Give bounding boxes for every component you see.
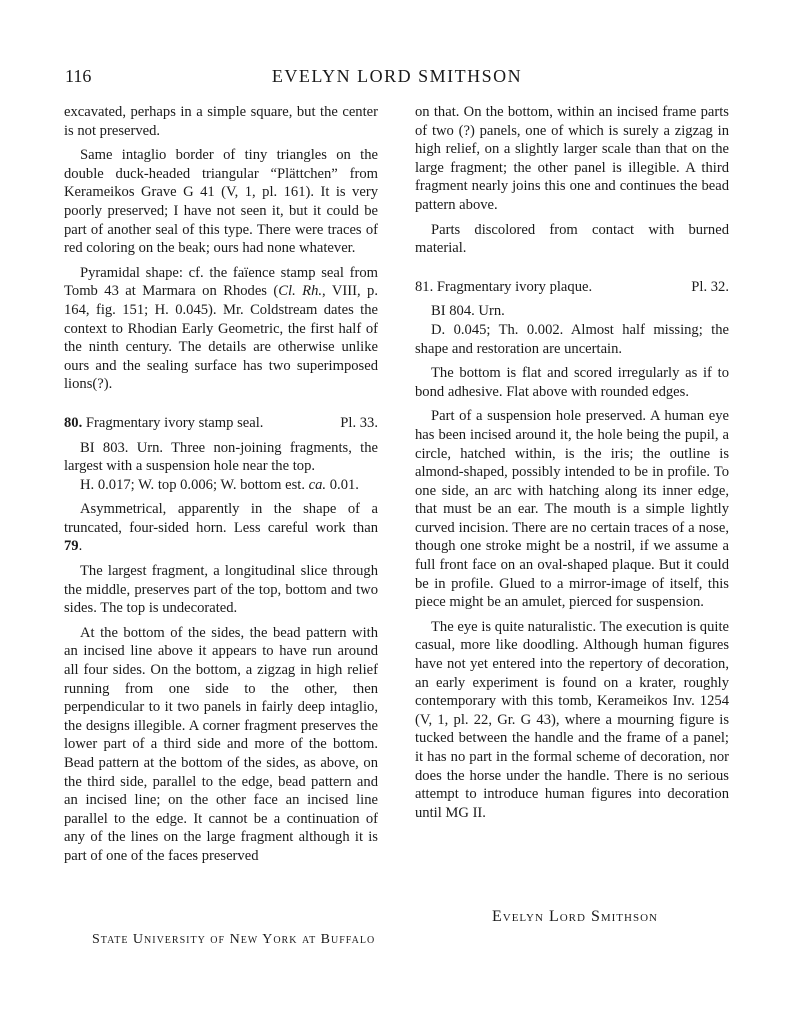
paragraph: The bottom is flat and scored irregularly as if to bond adhesive. Flat above with rounded edges. (415, 365, 729, 400)
paragraph: D. 0.045; Th. 0.002. Almost half missing; the shape and restoration are uncertain. (415, 321, 729, 357)
paragraph: excavated, perhaps in a simple square, but the center is not preserved. (64, 104, 378, 139)
paragraph: Parts discolored from contact with burned material. (415, 221, 729, 257)
paragraph: The eye is quite naturalistic. The execution is quite casual, more like doodling. Although human figures have not yet entered into the repertory of decoration, an early experiment is found on a krater, roughly contemporary with this tomb, Kerameikos Inv. 1254 (V, 1, pl. 22, Gr. G 43), where a mourning figure is tucked between the handle and the frame of a panel; it has no part in the formal scheme of decoration, nor does the horse under the handle. There is no serious attempt to introduce human figures into decoration until MG II. (415, 618, 729, 821)
entry-number: 80. (64, 414, 83, 431)
entry-title: Fragmentary ivory stamp seal. (85, 414, 264, 431)
paragraph: Asymmetrical, apparently in the shape of a truncated, four-sided horn. Less careful work than 79. (64, 501, 378, 555)
right-column (415, 103, 729, 822)
paragraph: At the bottom of the sides, the bead pattern with an incised line above it appears to have run around all four sides. On the bottom, a zigzag in high relief running from one side to the other, then perpendicular to it two panels in fairly deep intaglio, the designs illegible. A corner fragment preserves the lower part of a third side and more of the bottom. Bead pattern at the bottom of the sides, as above, on the third side, parallel to the edge, bead pattern and an incised line; on the other face an incised line parallel to the edge. It cannot be a continuation of any of the lines on the large fragment although it is part of one of the faces preserved (64, 624, 378, 864)
plate-reference: Pl. 32. (691, 278, 729, 295)
paragraph: Pyramidal shape: cf. the faïence stamp seal from Tomb 43 at Marmara on Rhodes (Cl. Rh., VIII, p. 164, fig. 151; H. 0.045). Mr. Coldstream dates the context to Rhodian Early Geometric, the first half of the ninth century. The details are otherwise unlike ours and the sealing surface has two superimposed lions(?). (64, 264, 378, 393)
page-header (65, 66, 729, 96)
catalog-entry-heading (415, 278, 729, 297)
left-column (64, 103, 378, 866)
catalog-entry-heading (64, 414, 378, 433)
paragraph: Part of a suspension hole preserved. A human eye has been incised around it, the hole being the pupil, a circle, hatched within, is the iris; the outline is almond-shaped, possibly intended to be in profile. To one side, an arc with hatching along its inner edge, that must be an ear. The mouth is a simple lightly curved incision. There are no certain traces of a nose, though one stroke might be a nostril, if we assume a full front face on an oval-shaped plaque. But it could be in profile. Glued to a mirror-image of itself, this piece might be an amulet, pierced for suspension. (415, 408, 729, 611)
plate-reference: Pl. 33. (340, 414, 378, 431)
paragraph: H. 0.017; W. top 0.006; W. bottom est. ca. 0.01. (80, 476, 359, 493)
running-head: EVELYN LORD SMITHSON (271, 66, 523, 86)
entry-number: 81. (415, 278, 434, 295)
author-signature: Evelyn Lord Smithson (492, 908, 658, 925)
paragraph: The largest fragment, a longitudinal slice through the middle, preserves part of the top, bottom and two sides. The top is undecorated. (64, 563, 378, 617)
paragraph: on that. On the bottom, within an incised frame parts of two (?) panels, one of which is surely a zigzag in high relief, on a slightly larger scale than that on the large fragment; the other panel is illegible. A third fragment nearly joins this one and continues the bead pattern above. (415, 104, 729, 213)
paragraph: BI 804. Urn. (431, 303, 505, 320)
paragraph: BI 803. Urn. Three non-joining fragments, the largest with a suspension hole near the top. (64, 439, 378, 475)
entry-title: Fragmentary ivory plaque. (436, 278, 593, 295)
page-number: 116 (65, 66, 92, 86)
paragraph: Same intaglio border of tiny triangles on the double duck-headed triangular “Plättchen” from Kerameikos Grave G 41 (V, 1, pl. 161). It is very poorly preserved; I have not seen it, but it could be part of another seal of this type. There were traces of red coloring on the beak; ours had none whatever. (64, 147, 378, 257)
author-affiliation: State University of New York at Buffalo (92, 932, 376, 947)
